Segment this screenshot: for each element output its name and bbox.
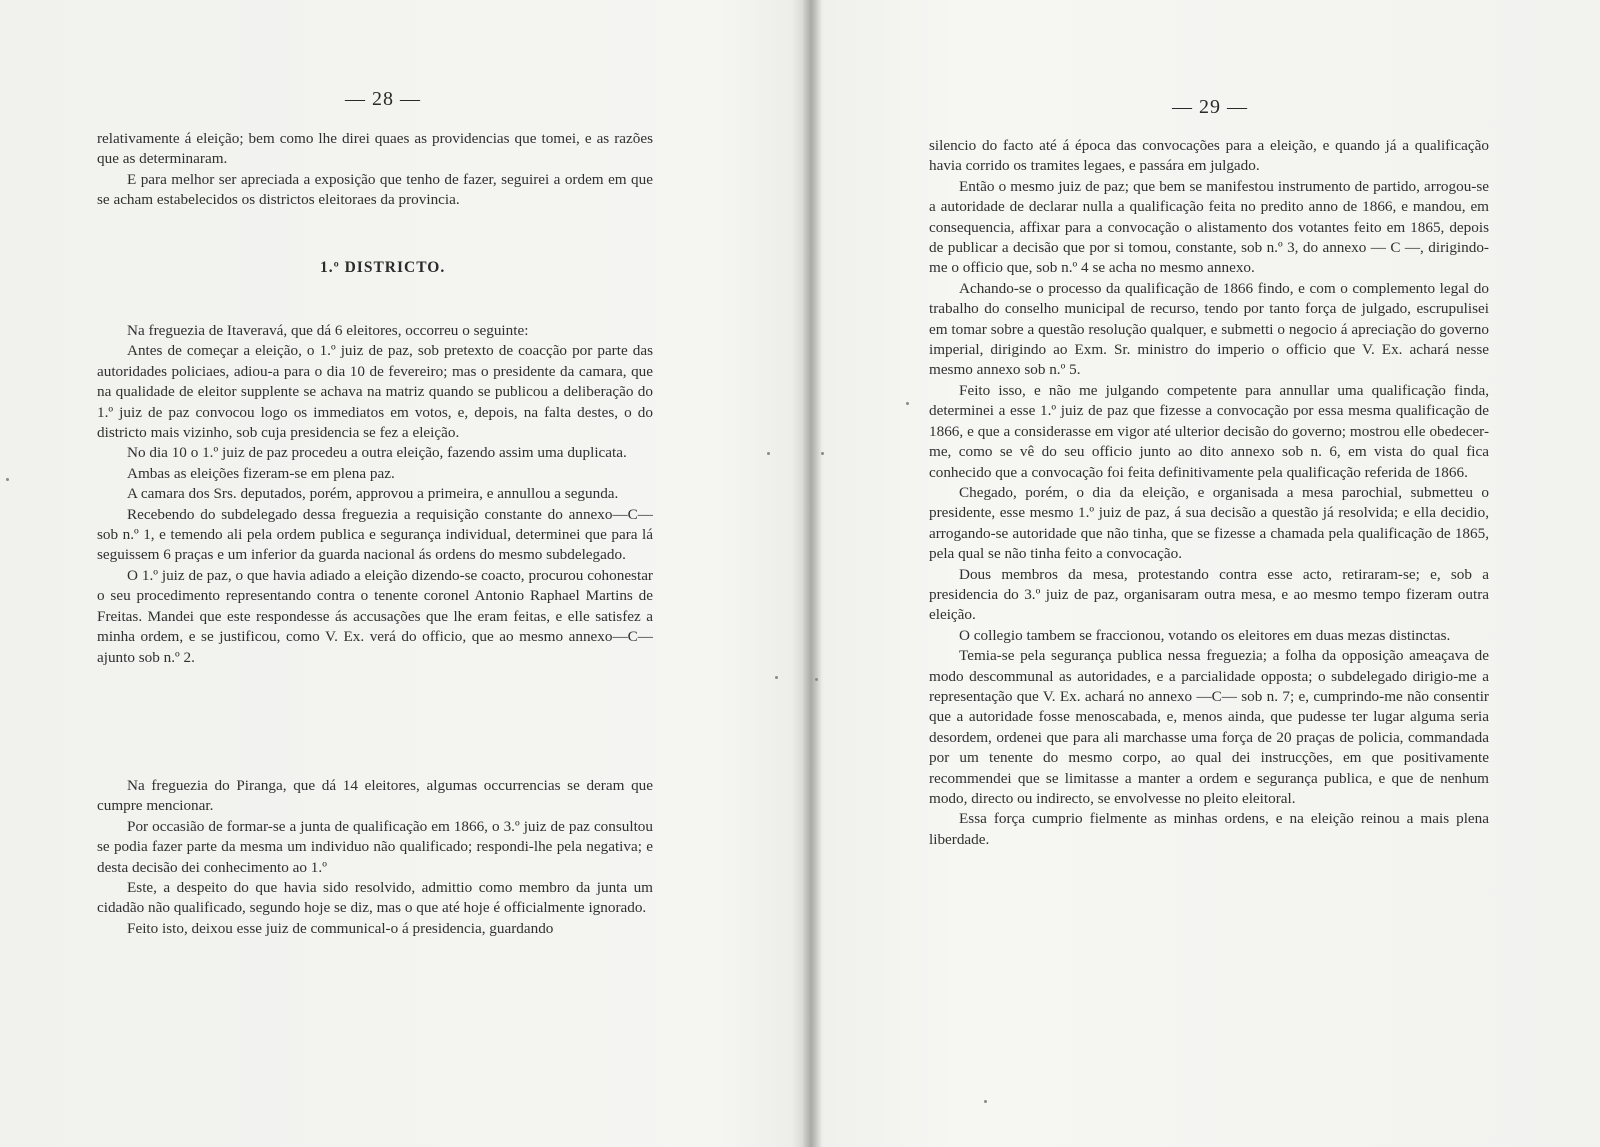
paper-speck	[906, 402, 909, 405]
paper-speck	[767, 452, 770, 455]
left-body-text-b	[97, 776, 653, 939]
paper-speck	[775, 676, 778, 679]
page-number-right: — 29 —	[1172, 96, 1248, 118]
paragraph: Achando-se o processo da qualificação de 1866 findo, e com o complemento legal do trabalho do conselho municipal de recurso, tendo por tanto força de julgado, escrupulisei em tomar sobre a questão resolução qualquer, e submetti o negocio á apreciação do governo imperial, dirigindo ao Exm. Sr. ministro do imperio o officio que V. Ex. achará nesse mesmo annexo sob n.º 5.	[929, 279, 1489, 379]
paragraph: A camara dos Srs. deputados, porém, approvou a primeira, e annullou a segunda.	[127, 485, 619, 503]
paragraph: Na freguezia de Itaveravá, que dá 6 eleitores, occorreu o seguinte:	[127, 322, 529, 339]
paper-speck	[984, 1100, 987, 1103]
paragraph: Por occasião de formar-se a junta de qualificação em 1866, o 3.º juiz de paz consultou se podia fazer parte da mesma um individuo não qualificado; respondi-lhe pela negativa; e desta decisão dei conhecimento ao 1.º	[97, 817, 653, 876]
right-body-text	[929, 136, 1489, 850]
paragraph: Feito isso, e não me julgando competente para annullar uma qualificação finda, determinei a esse 1.º juiz de paz que fizesse a convocação por essa mesma qualificação de 1866, e que a considerasse em vigor até ulterior decisão do governo; mostrou elle obedecer-me, como se vê do seu officio junto ao dito annexo sob n. 6, em vista do qual fica conhecido que a convocação foi feita definitivamente pela qualificação referida de 1866.	[929, 381, 1489, 481]
paper-speck	[815, 678, 818, 681]
paragraph: Este, a despeito do que havia sido resolvido, admittio como membro da junta um cidadão não qualificado, segundo hoje se diz, mas o que até hoje é officialmente ignorado.	[97, 879, 653, 917]
left-intro-text	[97, 129, 653, 211]
paragraph: Feito isto, deixou esse juiz de communical-o á presidencia, guardando	[127, 919, 554, 937]
paper-speck	[6, 478, 9, 481]
paragraph: No dia 10 o 1.º juiz de paz procedeu a outra eleição, fazendo assim uma duplicata.	[127, 444, 627, 462]
paragraph: Essa força cumprio fielmente as minhas ordens, e na eleição reinou a mais plena liberdade.	[929, 810, 1489, 848]
page-number-left: — 28 —	[345, 88, 421, 110]
paragraph: Ambas as eleições fizeram-se em plena paz.	[127, 464, 395, 482]
paragraph: silencio do facto até á época das convocações para a eleição, e quando já a qualificação havia corrido os tramites legaes, e passára em julgado.	[929, 137, 1489, 175]
paragraph: Então o mesmo juiz de paz; que bem se manifestou instrumento de partido, arrogou-se a autoridade de declarar nulla a qualificação feita no predito anno de 1866, e mandou, em consequencia, affixar para a convocação o alistamento dos votantes feito em 1865, depois de publicar a decisão que por si tomou, constante, sob n.º 3, do annexo — C —, dirigindo-me o officio que, sob n.º 4 se acha no mesmo annexo.	[929, 177, 1489, 277]
left-body-text-a	[97, 321, 653, 668]
section-heading: 1.º DISTRICTO.	[320, 259, 446, 276]
paragraph: relativamente á eleição; bem como lhe direi quaes as providencias que tomei, e as razões que as determinaram.	[97, 130, 653, 168]
paragraph: Dous membros da mesa, protestando contra esse acto, retiraram-se; e, sob a presidencia do 3.º juiz de paz, organisaram outra mesa, e ao mesmo tempo fizeram outra eleição.	[929, 565, 1489, 624]
right-page	[821, 0, 1600, 1147]
paragraph: Recebendo do subdelegado dessa freguezia a requisição constante do annexo—C—sob n.º 1, e temendo ali pela ordem publica e segurança individual, determinei que para lá seguissem 6 praças e um inferior da guarda nacional ás ordens do mesmo subdelegado.	[97, 505, 653, 564]
book-gutter	[803, 0, 821, 1147]
paragraph: O collegio tambem se fraccionou, votando os eleitores em duas mezas distinctas.	[959, 626, 1451, 644]
paragraph: Na freguezia do Piranga, que dá 14 eleitores, algumas occurrencias se deram que cumpre mencionar.	[97, 777, 653, 815]
paper-speck	[821, 452, 824, 455]
paragraph: Antes de começar a eleição, o 1.º juiz de paz, sob pretexto de coacção por parte das autoridades policiaes, adiou-a para o dia 10 de fevereiro; mas o presidente da camara, que na qualidade de eleitor supplente se achava na matriz quando se publicou a deliberação do 1.º juiz de paz convocou logo os immediatos em votos, e, depois, na falta destes, o do districto mais vizinho, sob cuja presidencia se fez a eleição.	[97, 342, 653, 442]
paragraph: Temia-se pela segurança publica nessa freguezia; a folha da opposição ameaçava de modo descommunal as autoridades, e a parcialidade opposta; o subdelegado dirigio-me a representação que V. Ex. achará no annexo —C— sob n. 7; e, cumprindo-me não consentir que a autoridade fosse menoscabada, e, menos ainda, que pudesse ter lugar alguma seria desordem, ordenei que para ali marchasse uma força de 20 praças de policia, commandada por um tenente do mesmo corpo, ao qual dei instrucções, em que positivamente recommendei que se limitasse a manter a ordem e segurança publica, e que de nenhum modo, directo ou indirecto, se envolvesse no pleito eleitoral.	[929, 647, 1489, 807]
paragraph: O 1.º juiz de paz, o que havia adiado a eleição dizendo-se coacto, procurou cohonestar o seu procedimento representando contra o tenente coronel Antonio Raphael Martins de Freitas. Mandei que este respondesse ás accusações que lhe eram feitas, e elle satisfez a minha ordem, e se justificou, como V. Ex. verá do officio, que ao mesmo annexo—C—ajunto sob n.º 2.	[97, 566, 653, 666]
paragraph: Chegado, porém, o dia da eleição, e organisada a mesa parochial, submetteu o presidente, esse mesmo 1.º juiz de paz, á sua decisão a questão já resolvida; e ella decidio, arrogando-se autoridade que não tinha, que se fizesse a chamada pela qualificação de 1865, pela qual se não tinha feito a convocação.	[929, 483, 1489, 563]
paragraph: E para melhor ser apreciada a exposição que tenho de fazer, seguirei a ordem em que se acham estabelecidos os districtos eleitoraes da provincia.	[97, 170, 653, 209]
